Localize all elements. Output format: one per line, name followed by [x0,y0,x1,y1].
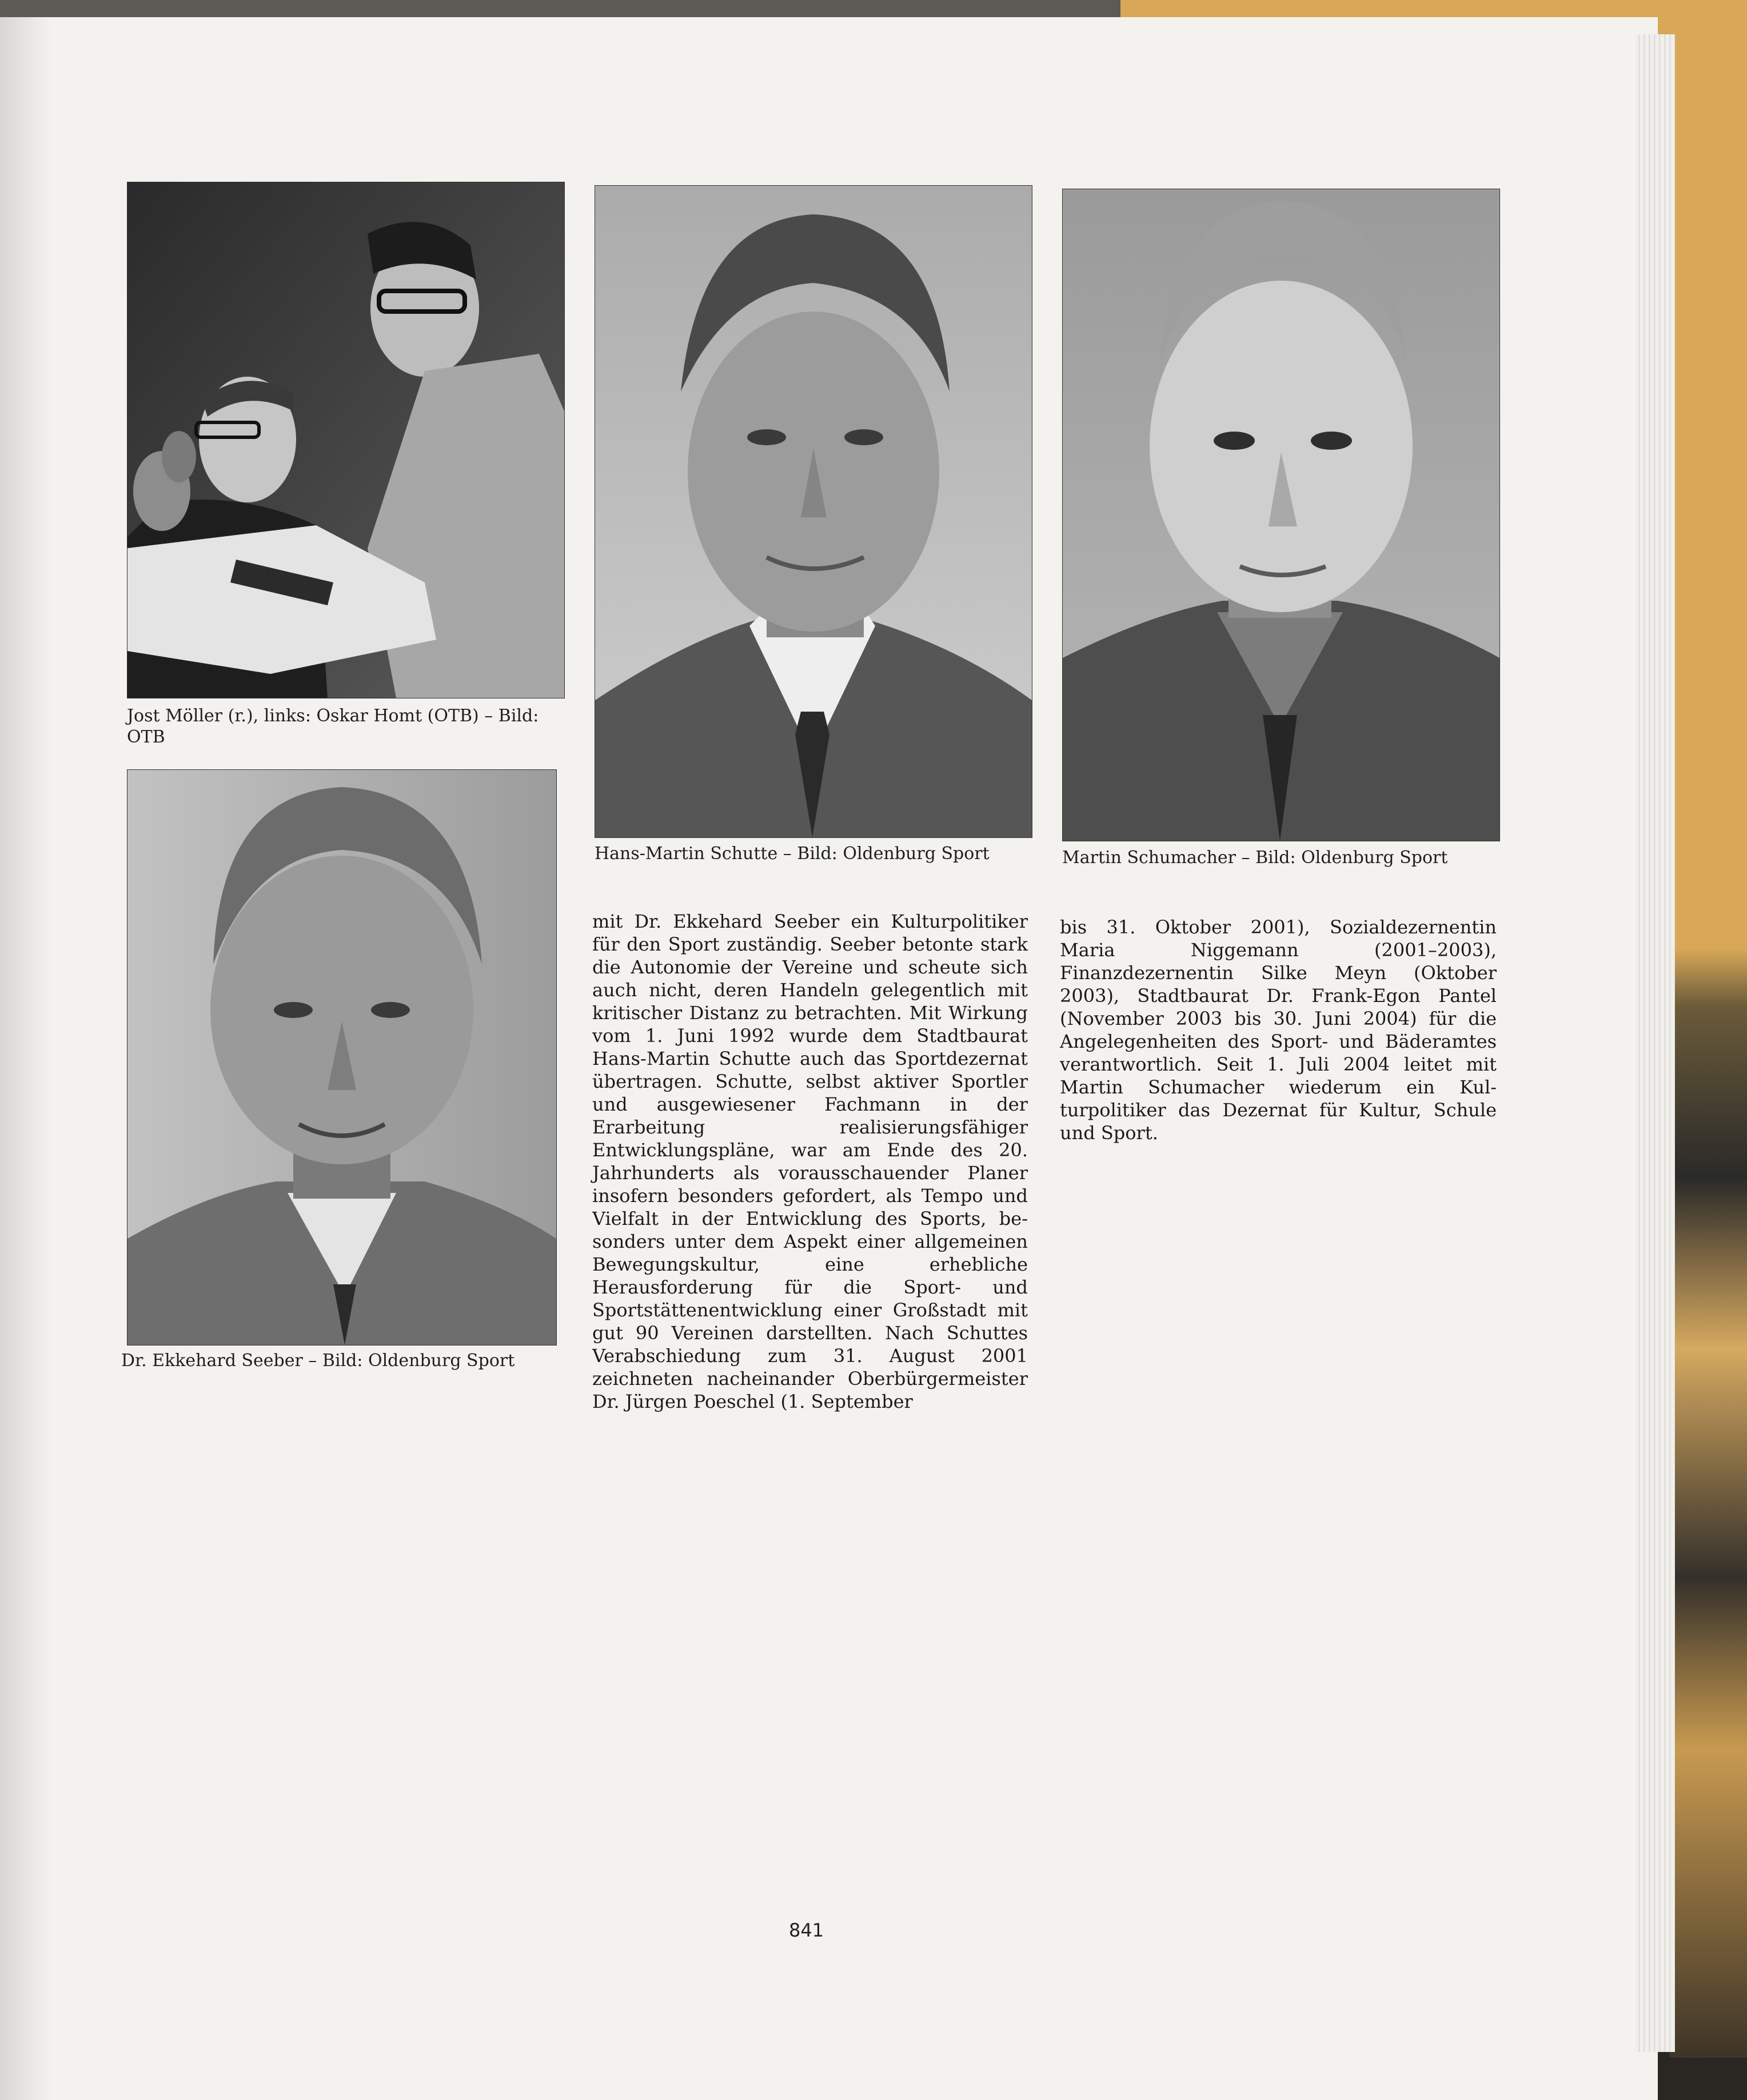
body-text-right-column: bis 31. Oktober 2001), Sozialdezernentin Maria Niggemann (2001–2003), Finanzdezernentin Silke Meyn (Oktober 2003), Stadtbaurat Dr. Frank-Egon Pantel (November 2003 bis 30. Juni 2004) für die Angelegenheiten des Sport- und Bäderamtes verantwortlich. Seit 1. Juli 2004 leitet mit Martin Schumacher wiederum ein Kulturpolitiker das Dezernat für Kultur, Schule und Sport. [1060,916,1497,1144]
photo-caption-schumacher: Martin Schumacher – Bild: Oldenburg Sport [1062,848,1448,868]
body-text-middle-column: mit Dr. Ekkehard Seeber ein Kulturpolitiker für den Sport zuständig. Seeber betonte stark die Autonomie der Vereine und scheute sich auch nicht, deren Handeln gelegentlich mit kritischer Distanz zu betrachten. Mit Wirkung vom 1. Juni 1992 wurde dem Stadtbaurat Hans-Martin Schutte auch das Sportdezernat übertragen. Schutte, selbst aktiver Sportler und ausgewiesener Fachmann in der Erarbeitung realisierungsfähiger Entwicklungspläne, war am Ende des 20. Jahrhunderts als vorausschauender Planer insofern besonders gefordert, als Tempo und Vielfalt in der Entwicklung des Sports, besonders unter dem Aspekt einer allgemeinen Bewegungskultur, eine erhebliche Herausforderung für die Sport- und Sportstättenentwicklung einer Großstadt mit gut 90 Vereinen darstellten. Nach Schuttes Verabschiedung zum 31. August 2001 zeichneten nacheinander Oberbürgermeister Dr. Jürgen Poeschel (1. September [592,911,1028,1412]
photo-seeber [127,769,557,1346]
photo-moeller-homt [127,182,565,698]
photo-caption-schutte: Hans-Martin Schutte – Bild: Oldenburg Sport [595,844,990,864]
page-number: 841 [789,1919,824,1941]
gutter-shadow [0,17,51,2100]
scan-background-bottom [1658,2058,1747,2100]
page-edges [1635,34,1675,2052]
photo-schumacher [1062,189,1500,841]
photo-caption-moeller: Jost Möller (r.), links: Oskar Homt (OTB) – Bild: OTB [127,706,539,747]
book-cover-edge [1669,34,1747,2100]
photo-schutte [595,185,1032,838]
photo-caption-seeber: Dr. Ekkehard Seeber – Bild: Oldenburg Sport [121,1351,515,1371]
